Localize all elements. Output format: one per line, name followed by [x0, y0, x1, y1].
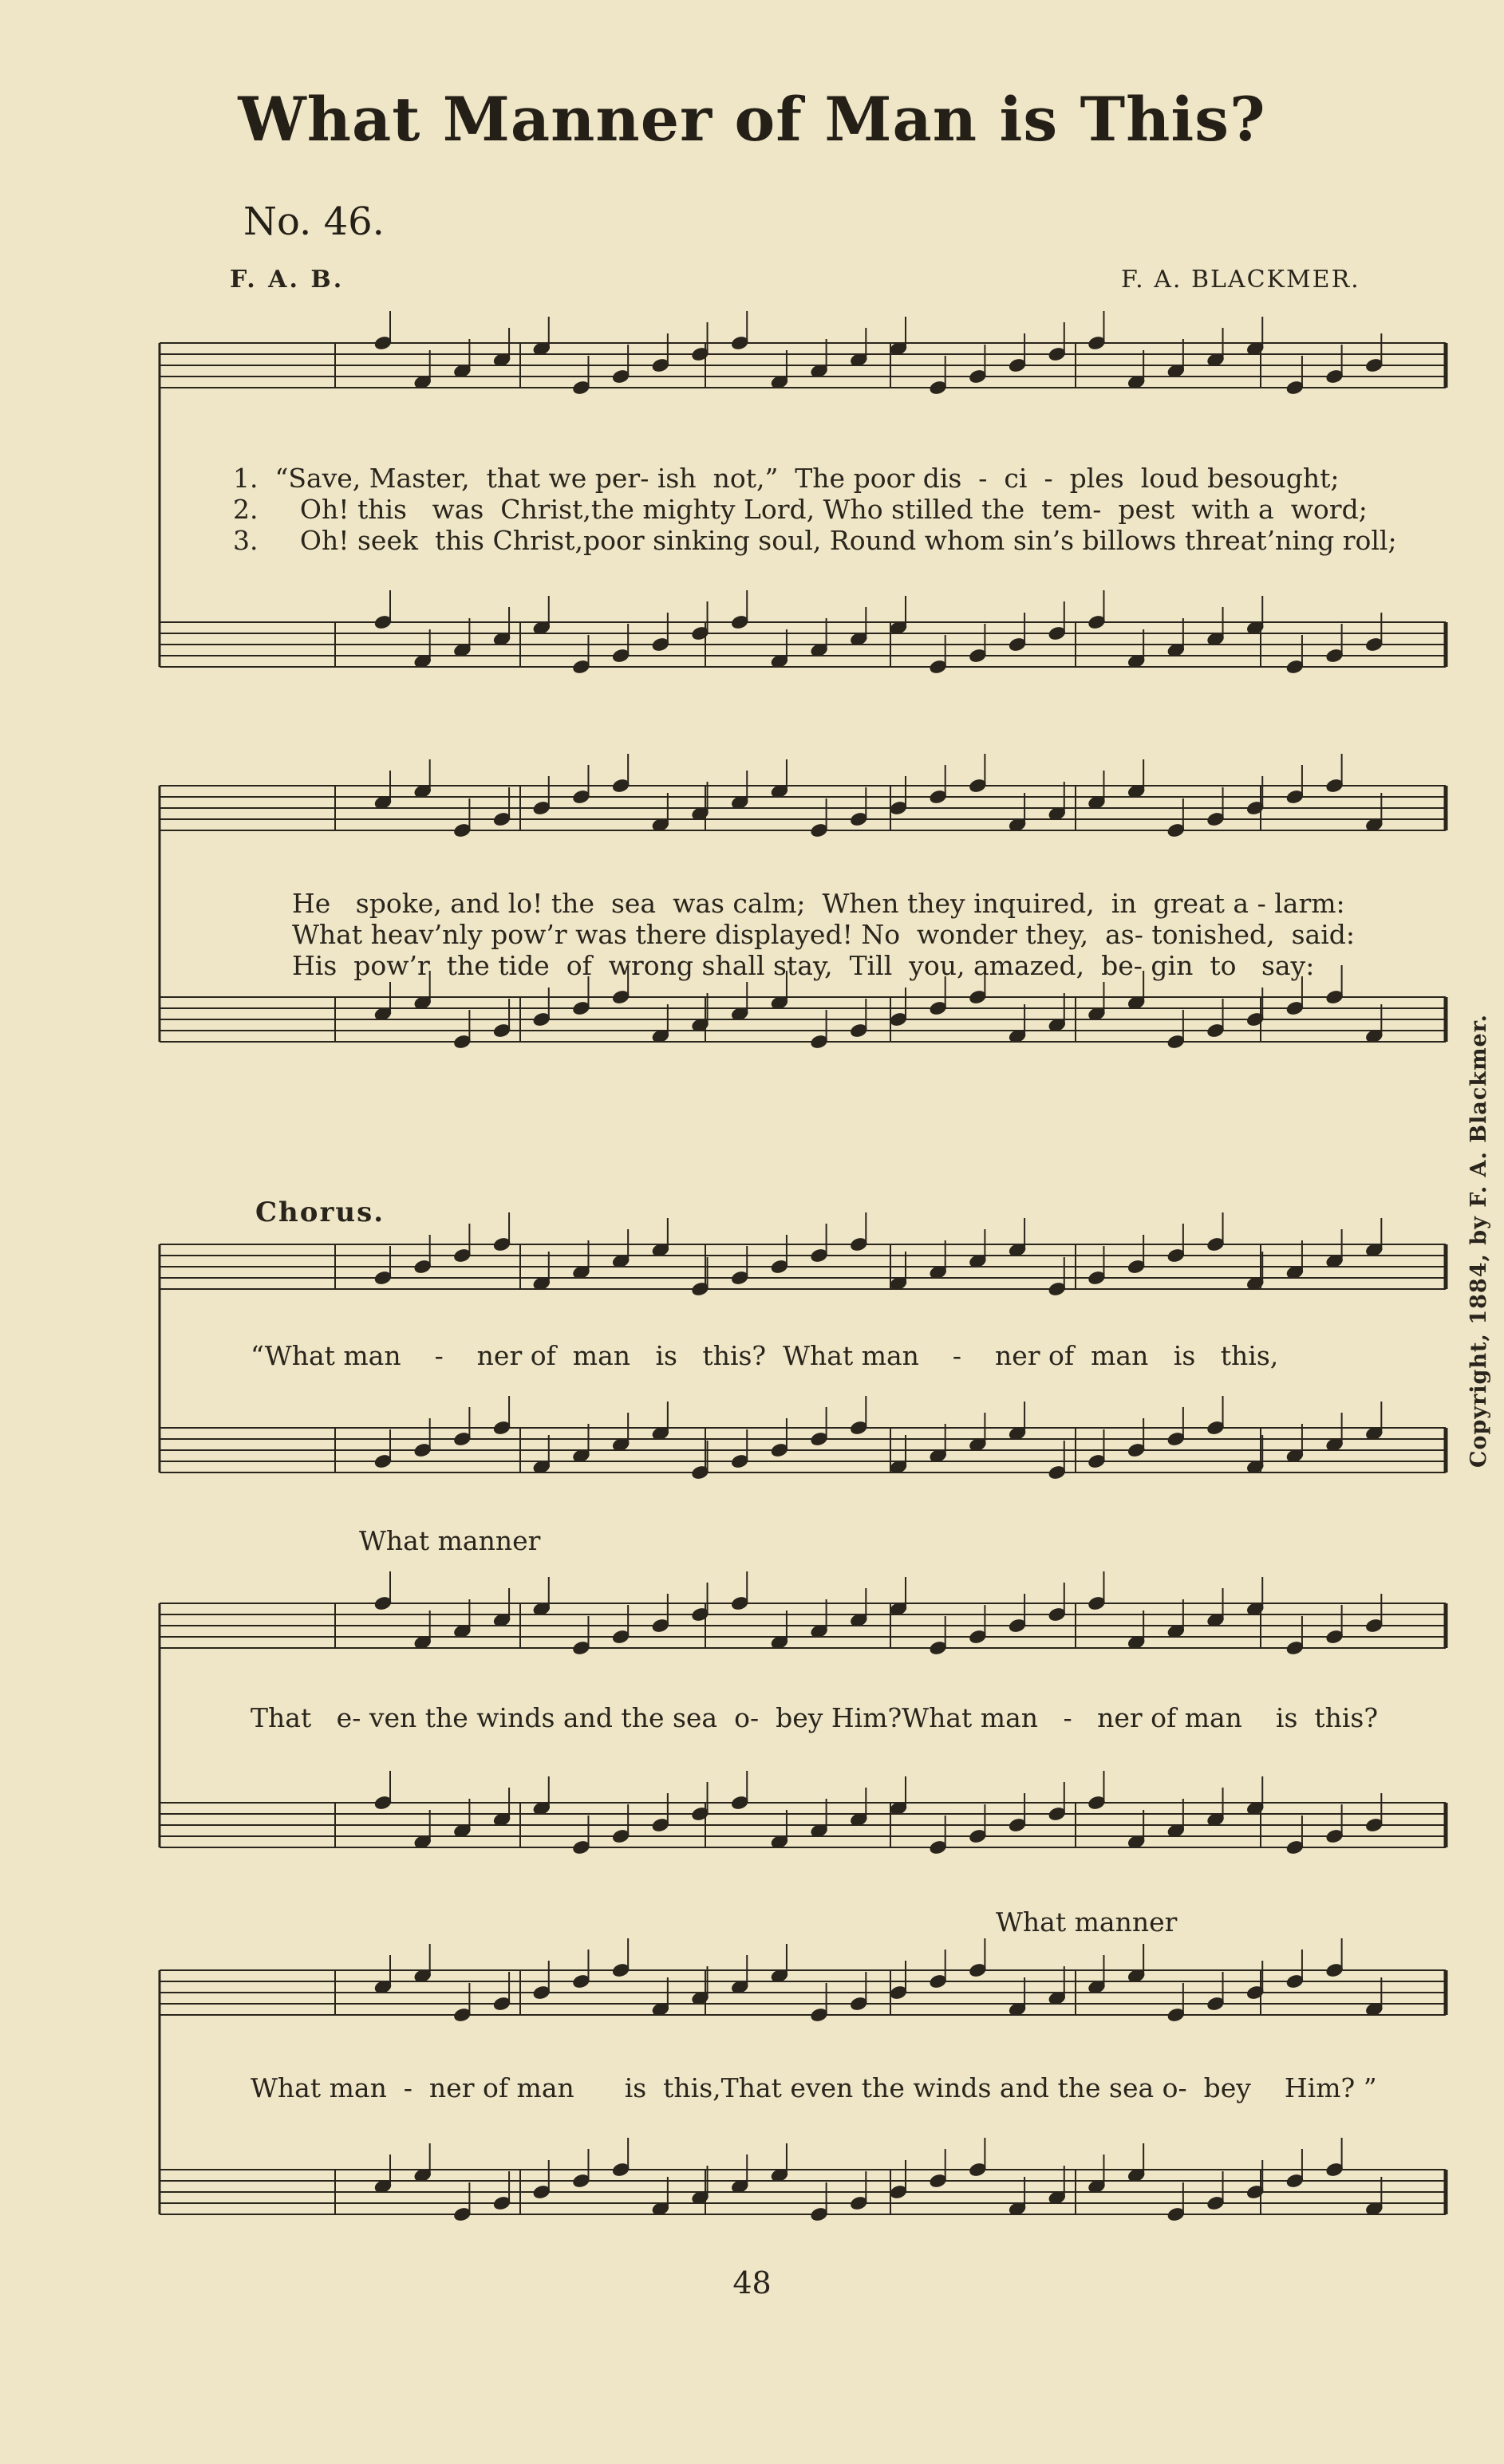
chorus-lyric-1: “What man - ner of man is this? What man - ner of man is this,	[251, 1340, 1279, 1371]
chorus-bass-lyric-1: What manner	[359, 1525, 541, 1556]
verse-3-line-1: 3. Oh! seek this Christ,poor sinking soul, Round whom sin’s billows threat’ning roll;	[233, 525, 1397, 556]
page-number: 48	[732, 2265, 772, 2300]
verse-2-line-1: 2. Oh! this was Christ,the mighty Lord, Who stilled the tem- pest with a word;	[233, 494, 1368, 525]
lyricist-credit: F. A. B.	[230, 266, 345, 294]
chorus-label: Chorus.	[255, 1197, 385, 1228]
hymn-title: What Manner of Man is This?	[238, 84, 1266, 155]
chorus-lyric-3: What man - ner of man is this,That even the winds and the sea o- bey Him? ”	[251, 2072, 1377, 2103]
verse-1-line-2: He spoke, and lo! the sea was calm; When they inquired, in great a - larm:	[292, 888, 1345, 919]
chorus-bass-lyric-2: What manner	[996, 1906, 1178, 1938]
composer-credit: F. A. BLACKMER.	[1121, 266, 1360, 294]
verse-1-line-1: 1. “Save, Master, that we per- ish not,” The poor dis - ci - ples loud besought;	[233, 463, 1340, 494]
copyright-notice: Copyright, 1884, by F. A. Blackmer.	[1466, 1014, 1491, 1468]
verse-3-line-2: His pow’r the tide of wrong shall stay, Till you, amazed, be- gin to say:	[292, 950, 1315, 981]
hymn-number: No. 46.	[243, 199, 385, 244]
chorus-lyric-2: That e- ven the winds and the sea o- bey Him?What man - ner of man is this?	[251, 1702, 1379, 1733]
verse-2-line-2: What heav’nly pow’r was there displayed! No wonder they, as- tonished, said:	[292, 919, 1356, 950]
